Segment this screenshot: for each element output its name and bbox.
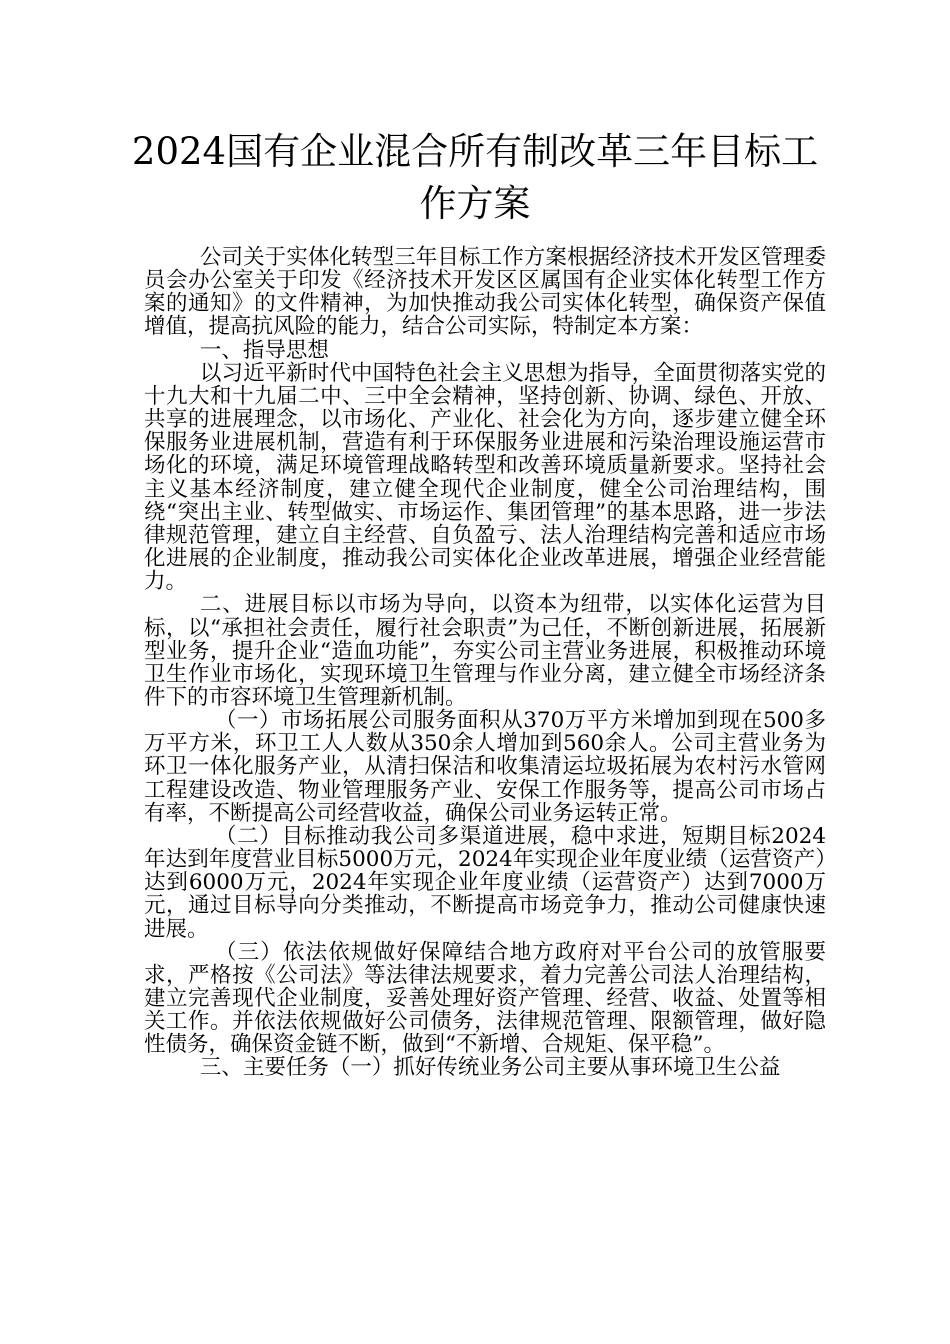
legal-compliance-paragraph: （三）依法依规做好保障结合地方政府对平台公司的放管服要求，严格按《公司法》等法律法规要求，着力完善公司法人治理结构，建立完善现代企业制度，妥善处理好资产管理、经营、收益、处置等相关工作。并依法依规做好公司债务，法律规范管理、限额管理，做好隐性债务，确保资金链不断，做到“不新增、合规矩、保平稳”。 bbox=[144, 939, 826, 1058]
market-expansion-paragraph: （一）市场拓展公司服务面积从370万平方米增加到现在500多万平方米，环卫工人人数从350余人增加到560余人。公司主营业务为环卫一体化服务产业，从清扫保洁和收集清运垃圾拓展为农村污水管网工程建设改造、物业管理服务产业、安保工作服务等，提高公司市场占有率，不断提高公司经营收益，确保公司业务运转正常。 bbox=[144, 708, 826, 826]
target-promotion-paragraph: （二）目标推动我公司多渠道进展，稳中求进，短期目标2024年达到年度营业目标5000万元，2024年实现企业年度业绩（运营资产）达到6000万元，2024年实现企业年度业绩（运营资产）达到7000万元，通过目标导向分类推动，不断提高市场竞争力，推动公司健康快速进展。 bbox=[144, 823, 826, 942]
guiding-ideology-paragraph: 以习近平新时代中国特色社会主义思想为指导，全面贯彻落实党的十九大和十九届二中、三中全会精神，坚持创新、协调、绿色、开放、共享的进展理念，以市场化、产业化、社会化为方向，逐步建立健全环保服务业进展机制，营造有利于环保服务业进展和污染治理设施运营市场化的环境，满足环境管理战略转型和改善环境质量新要求。坚持社会主义基本经济制度，建立健全现代企业制度，健全公司治理结构，围绕“突出主业、转型做实、市场运作、集团管理”的基本思路，进一步法律规范管理，建立自主经营、自负盈亏、法人治理结构完善和适应市场化进展的企业制度，推动我公司实体化企业改革进展，增强企业经营能力。 bbox=[144, 360, 826, 595]
development-goals-paragraph: 二、进展目标以市场为导向，以资本为纽带，以实体化运营为目标，以“承担社会责任，履行社会职责”为己任，不断创新进展，拓展新型业务，提升企业“造血功能”，夯实公司主营业务进展，积极推动环境卫生作业市场化，实现环境卫生管理与作业分离，建立健全市场经济条件下的市容环境卫生管理新机制。 bbox=[144, 592, 826, 710]
document-title: 2024国有企业混合所有制改革三年目标工作方案 bbox=[131, 130, 819, 225]
main-tasks-paragraph: 三、主要任务（一）抓好传统业务公司主要从事环境卫生公益 bbox=[199, 1055, 781, 1081]
section-heading-guiding-ideology: 一、指导思想 bbox=[199, 337, 329, 363]
document-body bbox=[144, 246, 826, 1080]
intro-paragraph: 公司关于实体化转型三年目标工作方案根据经济技术开发区管理委员会办公室关于印发《经济技术开发区区属国有企业实体化转型工作方案的通知》的文件精神，为加快推动我公司实体化转型，确保资产保值增值，提高抗风险的能力，结合公司实际，特制定本方案： bbox=[144, 245, 826, 340]
